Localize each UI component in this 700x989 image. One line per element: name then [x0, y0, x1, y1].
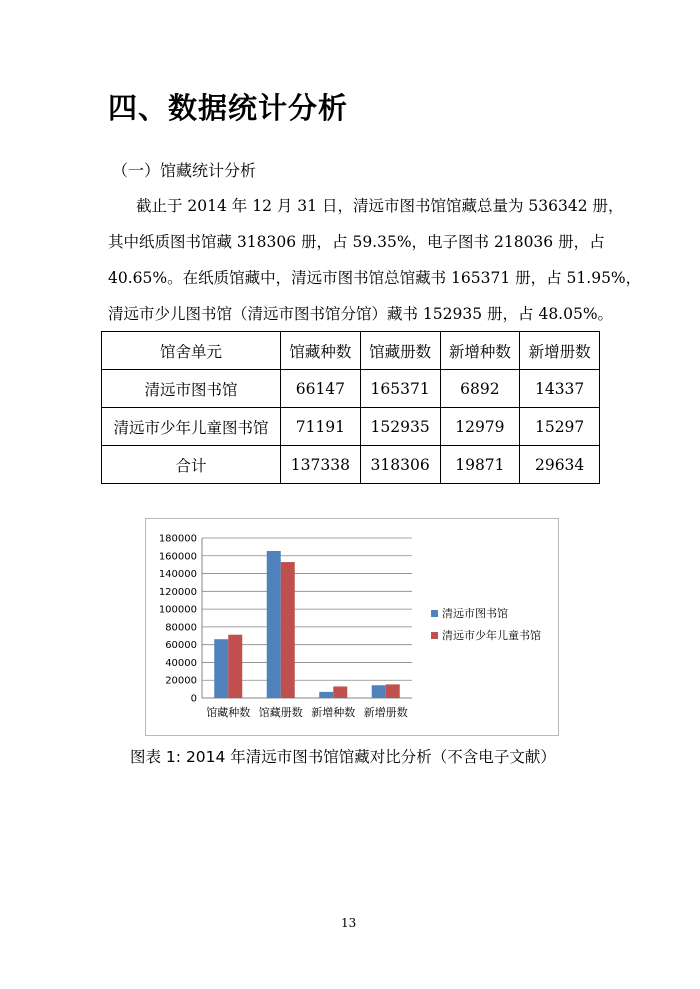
- row-label: 合计: [102, 446, 281, 484]
- table-cell: 137338: [281, 446, 361, 484]
- bar-qingyuan-library: [372, 685, 386, 698]
- x-category-label: 馆藏册数: [258, 706, 303, 719]
- x-category-label: 新增种数: [311, 706, 356, 719]
- table-cell: 14337: [520, 370, 600, 408]
- table-cell: 71191: [281, 408, 361, 446]
- paragraph-line: 截止于 2014 年 12 月 31 日，清远市图书馆馆藏总量为 536342 册，: [136, 197, 624, 215]
- subsection-title: （一）馆藏统计分析: [112, 161, 257, 180]
- table-row: [102, 446, 600, 484]
- paragraph-line: 清远市少儿图书馆（清远市图书馆分馆）藏书 152935 册，占 48.05%。: [108, 305, 614, 323]
- y-tick-label: 60000: [165, 640, 197, 652]
- y-tick-label: 160000: [158, 551, 197, 563]
- chart-canvas: [146, 519, 558, 735]
- table-row: [102, 408, 600, 446]
- summary-paragraph: [108, 188, 642, 332]
- bar-qingyuan-library: [267, 551, 281, 698]
- bar-qingyuan-library: [214, 639, 228, 698]
- collection-bar-chart: [145, 518, 559, 736]
- table-cell: 66147: [281, 370, 361, 408]
- legend-swatch: [431, 632, 438, 639]
- table-header-row: [102, 332, 600, 370]
- y-tick-label: 120000: [158, 586, 197, 598]
- section-title: 四、数据统计分析: [108, 91, 349, 125]
- chart-caption: 图表 1: 2014 年清远市图书馆馆藏对比分析（不含电子文献）: [130, 748, 556, 766]
- bar-children-library: [333, 686, 347, 698]
- bar-children-library: [281, 562, 295, 698]
- y-tick-label: 40000: [165, 657, 197, 669]
- legend-label: 清远市图书馆: [442, 607, 508, 620]
- paragraph-line: 40.65%。在纸质馆藏中，清远市图书馆总馆藏书 165371 册，占 51.95%，: [108, 269, 642, 287]
- x-category-label: 新增册数: [363, 706, 408, 719]
- page-number: 13: [341, 916, 357, 930]
- header-cell: 馆舍单元: [102, 332, 281, 370]
- y-tick-label: 180000: [158, 533, 197, 545]
- table-cell: 29634: [520, 446, 600, 484]
- table-cell: 15297: [520, 408, 600, 446]
- y-tick-label: 100000: [158, 604, 197, 616]
- header-cell: 馆藏册数: [360, 332, 440, 370]
- header-cell: 新增种数: [440, 332, 520, 370]
- header-cell: 馆藏种数: [281, 332, 361, 370]
- table-cell: 165371: [360, 370, 440, 408]
- y-tick-label: 140000: [158, 569, 197, 581]
- row-label: 清远市少年儿童图书馆: [102, 408, 281, 446]
- paragraph-line: 其中纸质图书馆藏 318306 册，占 59.35%，电子图书 218036 册，占: [108, 233, 605, 251]
- table-cell: 19871: [440, 446, 520, 484]
- x-category-label: 馆藏种数: [206, 706, 251, 719]
- y-tick-label: 0: [190, 693, 197, 705]
- y-tick-label: 80000: [165, 622, 197, 634]
- row-label: 清远市图书馆: [102, 370, 281, 408]
- legend-label: 清远市少年儿童书馆: [442, 629, 541, 642]
- table-cell: 152935: [360, 408, 440, 446]
- bar-children-library: [386, 684, 400, 698]
- header-cell: 新增册数: [520, 332, 600, 370]
- legend-swatch: [431, 610, 438, 617]
- table-cell: 12979: [440, 408, 520, 446]
- table-row: [102, 370, 600, 408]
- collection-stats-table: [101, 331, 600, 484]
- bar-qingyuan-library: [319, 692, 333, 698]
- table-cell: 6892: [440, 370, 520, 408]
- y-tick-label: 20000: [165, 675, 197, 687]
- table-cell: 318306: [360, 446, 440, 484]
- bar-children-library: [228, 635, 242, 698]
